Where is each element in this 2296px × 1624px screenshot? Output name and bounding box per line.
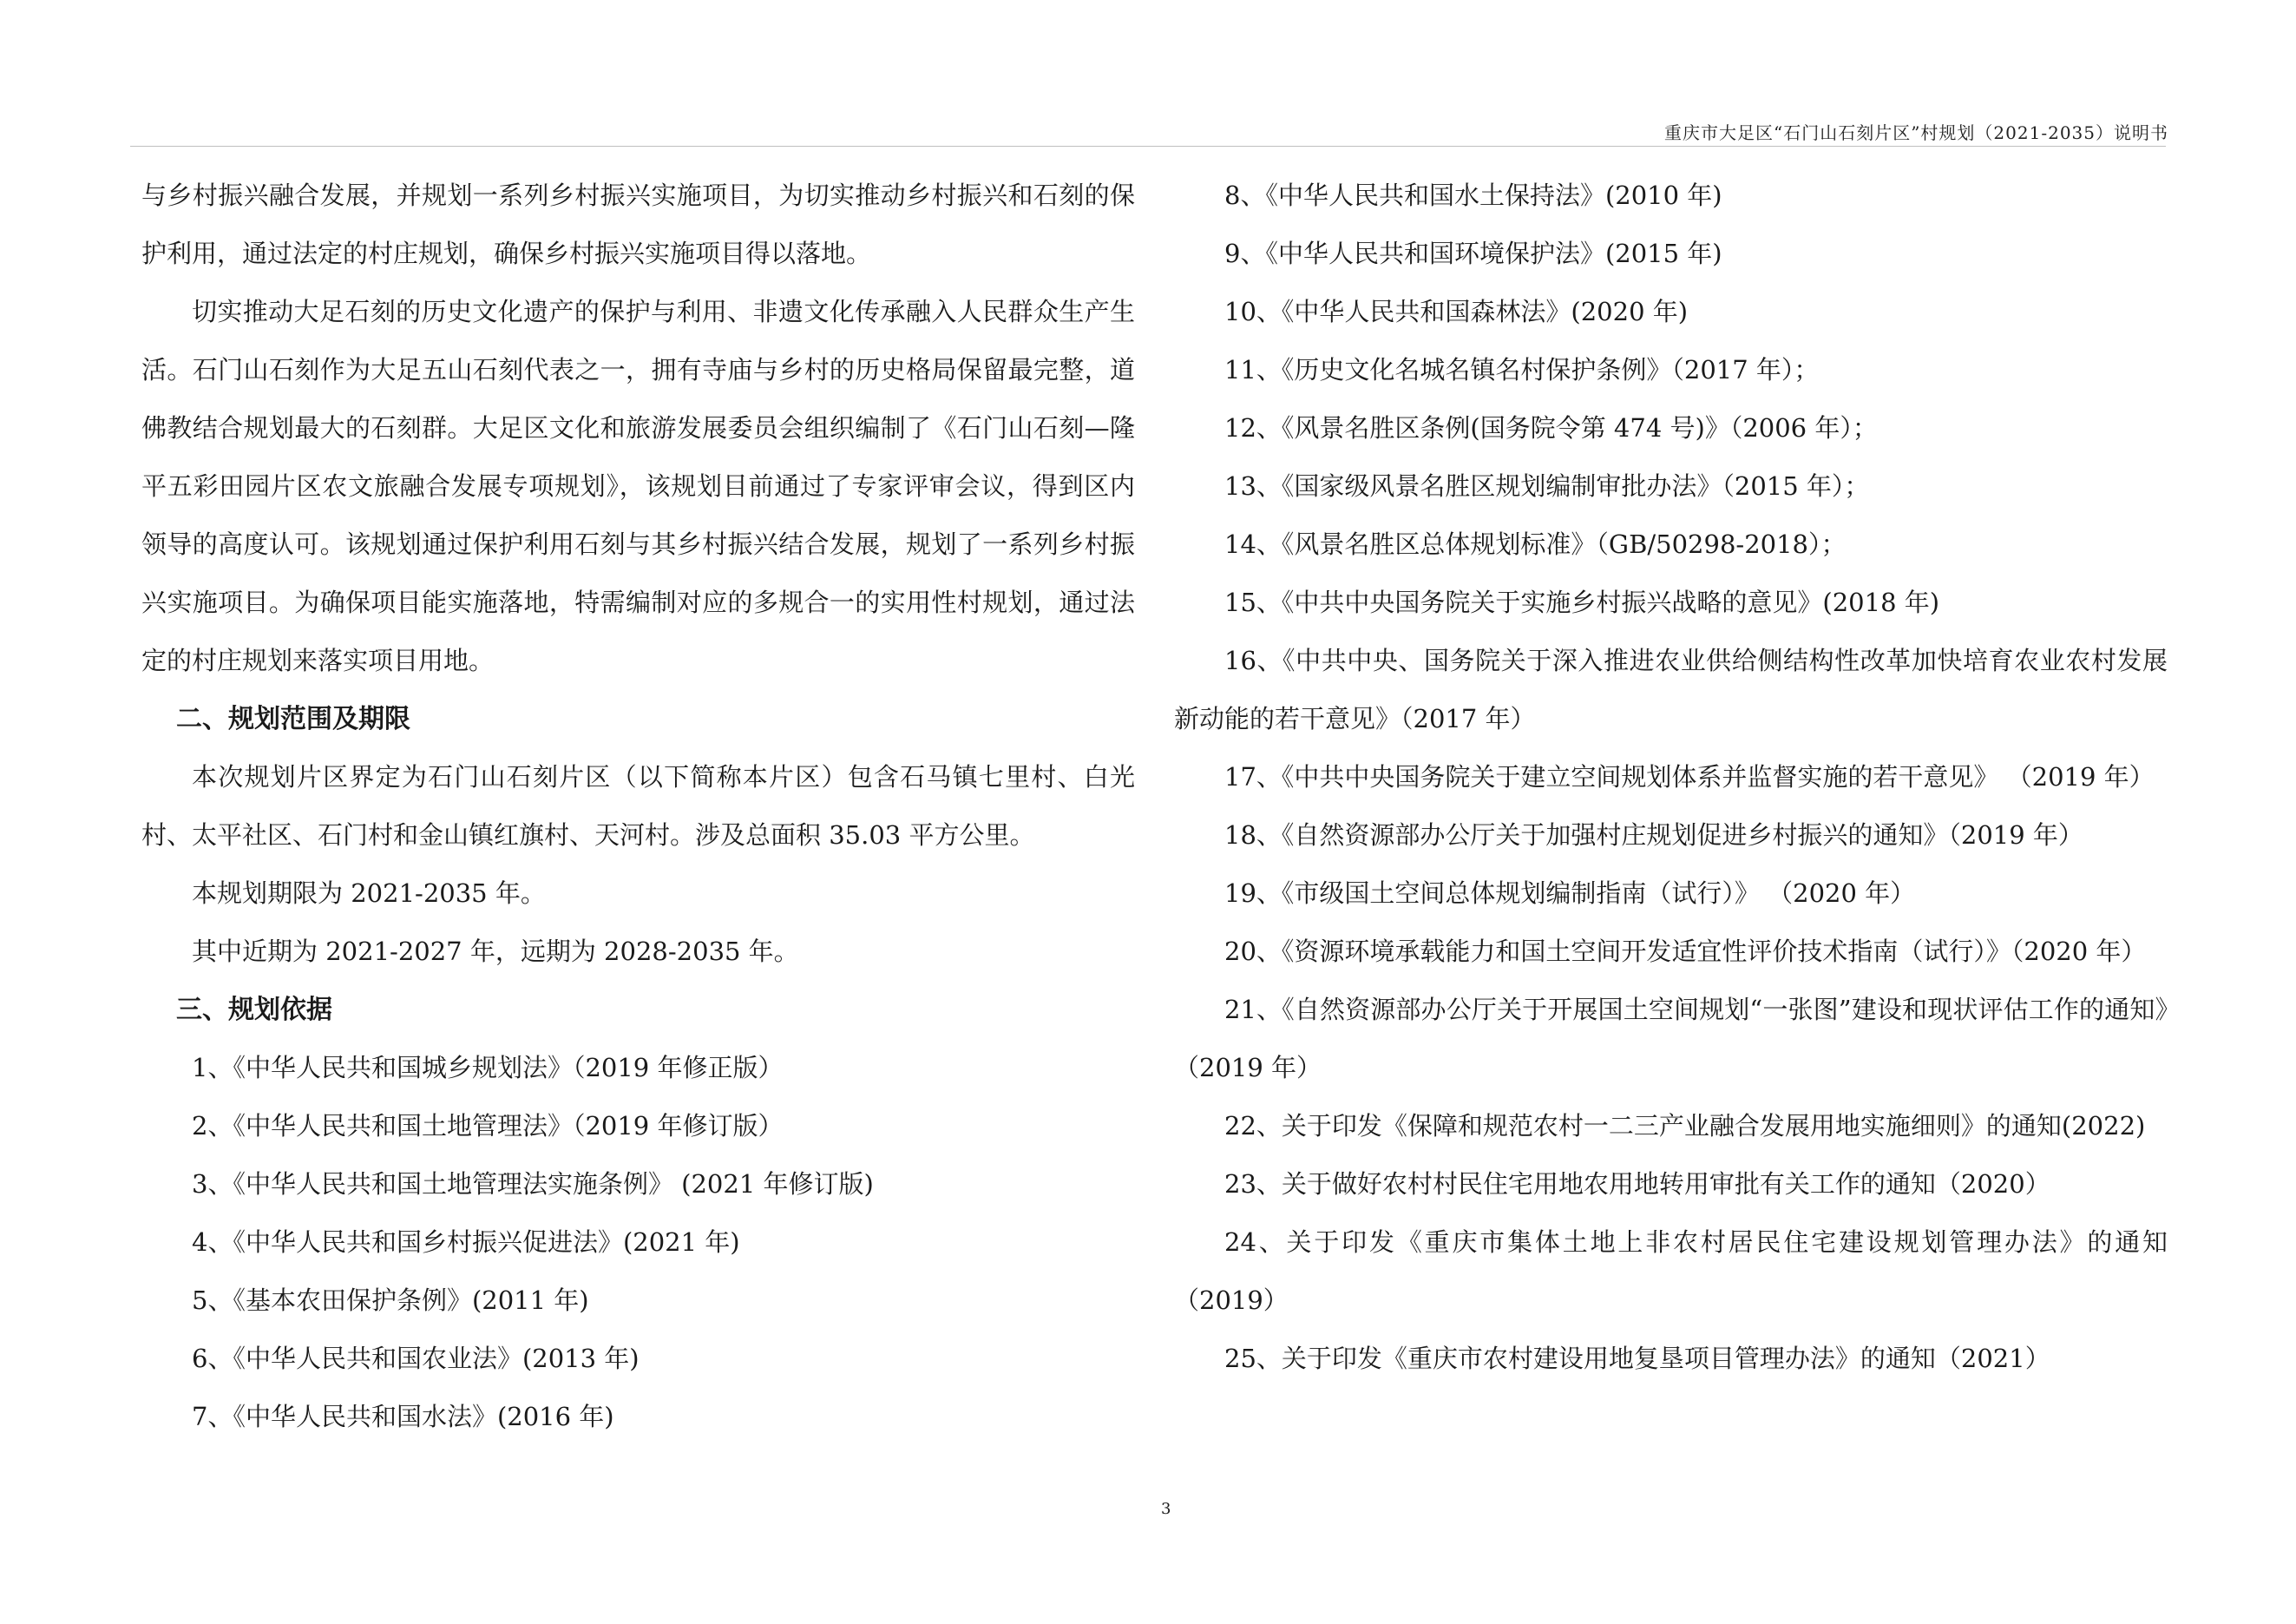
section-heading-scope: 二、规划范围及期限 — [176, 704, 410, 734]
paragraph-background: 切实推动大足石刻的历史文化遗产的保护与利用、非遗文化传承融入人民群众生产生活。石门山石刻作为大足五山石刻代表之一，拥有寺庙与乡村的历史格局保留最完整，道佛教结合规划最大的石刻群。大足区文化和旅游发展委员会组织编制了《石门山石刻—隆平五彩田园片区农文旅融合发展专项规划》，该规划目前通过了专家评审会议，得到区内领导的高度认可。该规划通过保护利用石刻与其乡村振兴结合发展，规划了一系列乡村振兴实施项目。为确保项目能实施落地，特需编制对应的多规合一的实用性村规划，通过法定的村庄规划来落实项目用地。 — [141, 297, 1135, 675]
basis-item: 18、《自然资源部办公厅关于加强村庄规划促进乡村振兴的通知》（2019 年） — [1224, 820, 2083, 850]
basis-item: 7、《中华人民共和国水法》(2016 年) — [192, 1402, 614, 1431]
basis-item: 16、《中共中央、国务院关于深入推进农业供给侧结构性改革加快培育农业农村发展新动能的若干意见》（2017 年） — [1174, 646, 2168, 733]
basis-item: 4、《中华人民共和国乡村振兴促进法》(2021 年) — [192, 1227, 740, 1257]
paragraph-phases: 其中近期为 2021-2027 年，远期为 2028-2035 年。 — [192, 937, 799, 966]
basis-item: 11、《历史文化名城名镇名村保护条例》（2017 年）； — [1224, 355, 1820, 385]
basis-item: 23、关于做好农村村民住宅用地农用地转用审批有关工作的通知（2020） — [1224, 1169, 2050, 1199]
basis-item: 13、《国家级风景名胜区规划编制审批办法》（2015 年）； — [1224, 471, 1870, 501]
basis-item: 25、关于印发《重庆市农村建设用地复垦项目管理办法》的通知（2021） — [1224, 1344, 2050, 1373]
basis-item: 22、关于印发《保障和规范农村一二三产业融合发展用地实施细则》的通知(2022) — [1224, 1111, 2146, 1141]
basis-item: 9、《中华人民共和国环境保护法》(2015 年) — [1224, 239, 1722, 268]
basis-item: 12、《风景名胜区条例(国务院令第 474 号)》（2006 年）； — [1224, 413, 1878, 443]
basis-item: 10、《中华人民共和国森林法》(2020 年) — [1224, 297, 1689, 326]
basis-item: 1、《中华人民共和国城乡规划法》（2019 年修正版） — [192, 1053, 784, 1082]
basis-item: 21、《自然资源部办公厅关于开展国土空间规划“一张图”建设和现状评估工作的通知》（2019 年） — [1174, 995, 2168, 1082]
basis-item: 5、《基本农田保护条例》(2011 年) — [192, 1285, 589, 1315]
page-number: 3 — [1161, 1500, 1171, 1518]
basis-item: 24、关于印发《重庆市集体土地上非农村居民住宅建设规划管理办法》的通知（2019） — [1174, 1227, 2168, 1315]
paragraph-period: 本规划期限为 2021-2035 年。 — [192, 878, 546, 908]
basis-item: 8、《中华人民共和国水土保持法》(2010 年) — [1224, 181, 1722, 210]
left-column — [141, 167, 1135, 1446]
basis-item: 3、《中华人民共和国土地管理法实施条例》 (2021 年修订版) — [192, 1169, 874, 1199]
paragraph-continuation: 与乡村振兴融合发展，并规划一系列乡村振兴实施项目，为切实推动乡村振兴和石刻的保护利用，通过法定的村庄规划，确保乡村振兴实施项目得以落地。 — [141, 181, 1135, 268]
document-header: 重庆市大足区“石门山石刻片区”村规划（2021-2035）说明书 — [1663, 122, 2168, 143]
basis-item: 17、《中共中央国务院关于建立空间规划体系并监督实施的若干意见》 （2019 年） — [1224, 762, 2155, 792]
basis-item: 2、《中华人民共和国土地管理法》（2019 年修订版） — [192, 1111, 784, 1141]
basis-item: 19、《市级国土空间总体规划编制指南（试行）》 （2020 年） — [1224, 878, 1916, 908]
paragraph-scope: 本次规划片区界定为石门山石刻片区（以下简称本片区）包含石马镇七里村、白光村、太平社区、石门村和金山镇红旗村、天河村。涉及总面积 35.03 平方公里。 — [141, 762, 1135, 850]
basis-item: 14、《风景名胜区总体规划标准》（GB/50298-2018）； — [1224, 529, 1847, 559]
basis-item: 6、《中华人民共和国农业法》(2013 年) — [192, 1344, 640, 1373]
section-heading-basis: 三、规划依据 — [176, 995, 332, 1025]
right-column — [1174, 167, 2168, 1388]
basis-item: 15、《中共中央国务院关于实施乡村振兴战略的意见》(2018 年) — [1224, 588, 1940, 617]
basis-item: 20、《资源环境承载能力和国土空间开发适宜性评价技术指南（试行）》（2020 年） — [1224, 937, 2147, 966]
header-rule — [130, 146, 2166, 147]
